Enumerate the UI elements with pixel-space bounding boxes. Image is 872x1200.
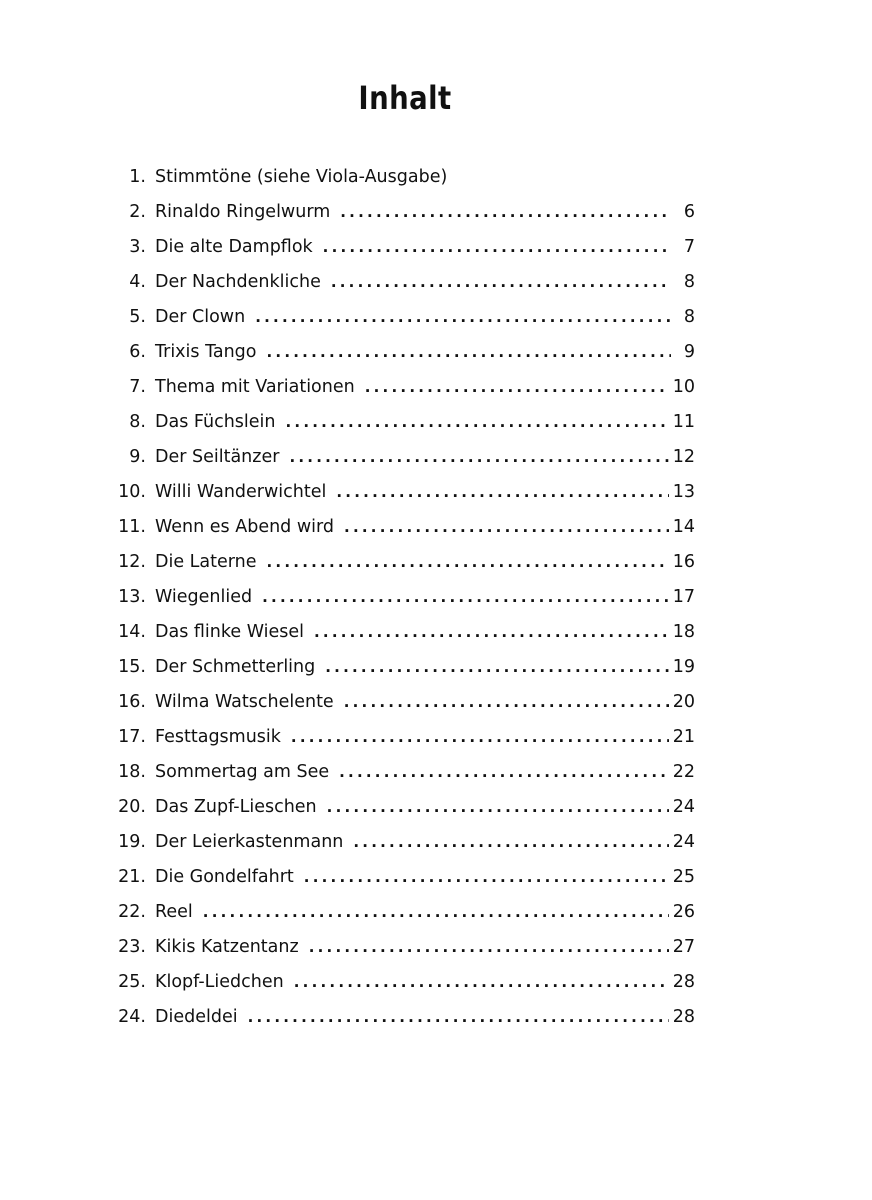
toc-entry-page-number: 8 [683, 307, 695, 327]
toc-entry-page-number: 26 [672, 902, 695, 922]
toc-entry-page-number: 7 [683, 237, 695, 257]
toc-entry [110, 825, 695, 860]
toc-entry-title: Klopf-Liedchen [155, 972, 284, 992]
toc-entry [110, 720, 695, 755]
toc-entry [110, 1000, 695, 1035]
toc-entry-page-number: 12 [672, 447, 695, 467]
toc-entry-number: 7. [129, 377, 146, 397]
toc-entry-title: Die Laterne [155, 552, 257, 572]
toc-entry-page-number: 19 [672, 657, 695, 677]
toc-entry-number: 22. [118, 902, 146, 922]
toc-entry [110, 370, 695, 405]
toc-entry-page-number: 27 [672, 937, 695, 957]
toc-entry-title: Wiegenlied [155, 587, 253, 607]
toc-entry-number: 23. [118, 937, 146, 957]
table-of-contents [110, 160, 695, 1035]
toc-entry [110, 650, 695, 685]
toc-entry-title: Die alte Dampflok [155, 237, 313, 257]
toc-entry [110, 230, 695, 265]
toc-entry [110, 580, 695, 615]
toc-entry-page-number: 18 [672, 622, 695, 642]
toc-entry-number: 24. [118, 1007, 146, 1027]
toc-entry [110, 930, 695, 965]
toc-entry-number: 18. [118, 762, 146, 782]
toc-entry-title: Die Gondelfahrt [155, 867, 294, 887]
toc-entry-number: 10. [118, 482, 146, 502]
toc-dot-leader [331, 265, 671, 300]
toc-entry-number: 6. [129, 342, 146, 362]
toc-entry-page-number: 10 [672, 377, 695, 397]
toc-entry-number: 5. [129, 307, 146, 327]
toc-entry-page-number: 28 [672, 1007, 695, 1027]
toc-entry [110, 195, 695, 230]
toc-entry-title: Trixis Tango [155, 342, 257, 362]
toc-entry-page-number: 25 [672, 867, 695, 887]
toc-dot-leader [309, 930, 669, 965]
toc-dot-leader [344, 685, 669, 720]
toc-entry-number: 25. [118, 972, 146, 992]
toc-entry-number: 15. [118, 657, 146, 677]
toc-entry-page-number: 17 [672, 587, 695, 607]
toc-entry-title: Stimmtöne (siehe Viola-Ausgabe) [155, 167, 448, 187]
toc-dot-leader [339, 755, 669, 790]
toc-entry-page-number: 11 [672, 412, 695, 432]
toc-dot-leader [262, 580, 669, 615]
toc-entry-number: 13. [118, 587, 146, 607]
toc-dot-leader [344, 510, 669, 545]
toc-entry-title: Wenn es Abend wird [155, 517, 335, 537]
toc-entry-title: Thema mit Variationen [155, 377, 355, 397]
toc-dot-leader [286, 405, 669, 440]
toc-entry-page-number: 24 [672, 832, 695, 852]
toc-entry-title: Willi Wanderwichtel [155, 482, 327, 502]
toc-dot-leader [289, 440, 668, 475]
toc-entry [110, 475, 695, 510]
toc-dot-leader [327, 790, 669, 825]
toc-entry [110, 405, 695, 440]
toc-entry-page-number: 24 [672, 797, 695, 817]
toc-entry [110, 335, 695, 370]
toc-dot-leader [248, 1000, 669, 1035]
toc-entry [110, 545, 695, 580]
toc-dot-leader [365, 370, 669, 405]
toc-entry-number: 11. [118, 517, 146, 537]
toc-entry-page-number: 9 [683, 342, 695, 362]
toc-entry-number: 9. [129, 447, 146, 467]
toc-entry-number: 4. [129, 272, 146, 292]
toc-entry [110, 860, 695, 895]
toc-entry [110, 160, 695, 195]
toc-dot-leader [267, 335, 672, 370]
toc-entry-number: 20. [118, 797, 146, 817]
toc-entry-page-number: 8 [683, 272, 695, 292]
toc-dot-leader [291, 720, 669, 755]
toc-entry-number: 8. [129, 412, 146, 432]
toc-dot-leader [314, 615, 669, 650]
toc-dot-leader [340, 195, 671, 230]
toc-entry [110, 790, 695, 825]
toc-entry-page-number: 6 [683, 202, 695, 222]
toc-entry [110, 300, 695, 335]
toc-entry-page-number: 28 [672, 972, 695, 992]
toc-dot-leader [353, 825, 668, 860]
toc-entry-title: Festtagsmusik [155, 727, 281, 747]
toc-entry-number: 17. [118, 727, 146, 747]
toc-entry-page-number: 20 [672, 692, 695, 712]
toc-entry-title: Der Schmetterling [155, 657, 316, 677]
toc-entry-page-number: 21 [672, 727, 695, 747]
toc-entry [110, 265, 695, 300]
toc-entry-title: Kikis Katzentanz [155, 937, 299, 957]
toc-entry-title: Sommertag am See [155, 762, 330, 782]
toc-entry-title: Der Leierkastenmann [155, 832, 344, 852]
toc-entry-number: 2. [129, 202, 146, 222]
toc-entry-title: Das Zupf-Lieschen [155, 797, 317, 817]
toc-entry-page-number: 13 [672, 482, 695, 502]
toc-entry-title: Der Seiltänzer [155, 447, 280, 467]
toc-entry-title: Rinaldo Ringelwurm [155, 202, 331, 222]
toc-entry-page-number: 16 [672, 552, 695, 572]
toc-dot-leader [267, 545, 669, 580]
toc-dot-leader [304, 860, 669, 895]
toc-dot-leader [323, 230, 671, 265]
toc-entry [110, 755, 695, 790]
toc-entry-page-number: 14 [672, 517, 695, 537]
toc-entry-number: 1. [129, 167, 146, 187]
toc-entry-number: 14. [118, 622, 146, 642]
toc-dot-leader [336, 475, 668, 510]
toc-entry-title: Das flinke Wiesel [155, 622, 304, 642]
toc-entry-number: 19. [118, 832, 146, 852]
toc-entry [110, 965, 695, 1000]
toc-entry-title: Wilma Watschelente [155, 692, 334, 712]
page-title: Inhalt [358, 79, 452, 118]
toc-entry-title: Diedeldei [155, 1007, 238, 1027]
toc-entry [110, 685, 695, 720]
toc-entry-number: 12. [118, 552, 146, 572]
toc-entry [110, 895, 695, 930]
toc-entry-number: 21. [118, 867, 146, 887]
toc-entry-title: Der Clown [155, 307, 246, 327]
toc-dot-leader [294, 965, 669, 1000]
toc-dot-leader [325, 650, 668, 685]
toc-dot-leader [255, 300, 671, 335]
toc-entry-title: Der Nachdenkliche [155, 272, 321, 292]
toc-entry-title: Reel [155, 902, 193, 922]
toc-entry-page-number: 22 [672, 762, 695, 782]
toc-entry [110, 615, 695, 650]
toc-entry-title: Das Füchslein [155, 412, 276, 432]
toc-dot-leader [203, 895, 669, 930]
toc-entry [110, 440, 695, 475]
toc-entry [110, 510, 695, 545]
toc-entry-number: 3. [129, 237, 146, 257]
toc-entry-number: 16. [118, 692, 146, 712]
